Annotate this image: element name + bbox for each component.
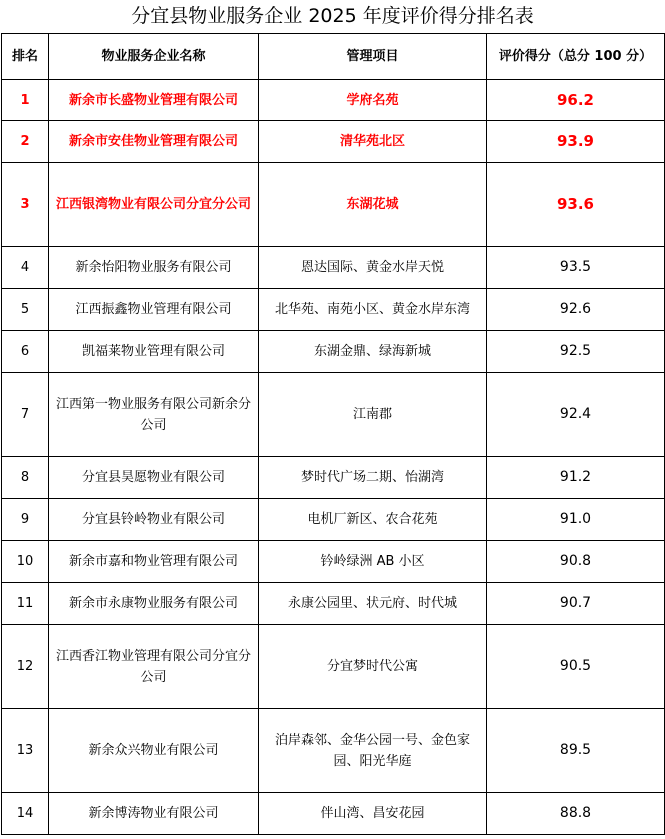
table-row bbox=[2, 541, 665, 583]
page-title: 分宜县物业服务企业 2025 年度评价得分排名表 bbox=[131, 5, 534, 27]
score-cell: 96.2 bbox=[487, 80, 665, 121]
score-cell: 92.6 bbox=[487, 289, 665, 331]
table-row bbox=[2, 499, 665, 541]
company-cell: 江西银湾物业有限公司分宜分公司 bbox=[49, 163, 259, 247]
ranking-table bbox=[1, 33, 665, 835]
table-row bbox=[2, 247, 665, 289]
header-company: 物业服务企业名称 bbox=[49, 34, 259, 80]
table-row bbox=[2, 80, 665, 121]
score-cell: 92.4 bbox=[487, 373, 665, 457]
header-score: 评价得分（总分 100 分） bbox=[487, 34, 665, 80]
rank-cell: 13 bbox=[2, 709, 49, 793]
rank-cell: 2 bbox=[2, 121, 49, 163]
company-cell: 新余市永康物业服务有限公司 bbox=[49, 583, 259, 625]
project-cell: 恩达国际、黄金水岸天悦 bbox=[259, 247, 487, 289]
company-cell: 凯福莱物业管理有限公司 bbox=[49, 331, 259, 373]
rank-cell: 7 bbox=[2, 373, 49, 457]
company-cell: 新余博涛物业有限公司 bbox=[49, 793, 259, 835]
rank-cell: 12 bbox=[2, 625, 49, 709]
table-row bbox=[2, 121, 665, 163]
rank-cell: 4 bbox=[2, 247, 49, 289]
score-cell: 89.5 bbox=[487, 709, 665, 793]
header-project: 管理项目 bbox=[259, 34, 487, 80]
rank-cell: 9 bbox=[2, 499, 49, 541]
project-cell: 泊岸森邻、金华公园一号、金色家园、阳光华庭 bbox=[259, 709, 487, 793]
company-cell: 江西第一物业服务有限公司新余分公司 bbox=[49, 373, 259, 457]
company-cell: 新余市安佳物业管理有限公司 bbox=[49, 121, 259, 163]
table-row bbox=[2, 793, 665, 835]
score-cell: 90.7 bbox=[487, 583, 665, 625]
score-cell: 92.5 bbox=[487, 331, 665, 373]
score-cell: 93.9 bbox=[487, 121, 665, 163]
score-cell: 93.6 bbox=[487, 163, 665, 247]
project-cell: 北华苑、南苑小区、黄金水岸东湾 bbox=[259, 289, 487, 331]
company-cell: 新余怡阳物业服务有限公司 bbox=[49, 247, 259, 289]
project-cell: 清华苑北区 bbox=[259, 121, 487, 163]
table-row bbox=[2, 457, 665, 499]
rank-cell: 1 bbox=[2, 80, 49, 121]
table-row bbox=[2, 289, 665, 331]
header-row bbox=[2, 34, 665, 80]
rank-cell: 5 bbox=[2, 289, 49, 331]
score-cell: 88.8 bbox=[487, 793, 665, 835]
rank-cell: 6 bbox=[2, 331, 49, 373]
company-cell: 分宜县铃岭物业有限公司 bbox=[49, 499, 259, 541]
project-cell: 梦时代广场二期、怡湖湾 bbox=[259, 457, 487, 499]
table-row bbox=[2, 625, 665, 709]
table-row bbox=[2, 583, 665, 625]
score-cell: 91.0 bbox=[487, 499, 665, 541]
project-cell: 伴山湾、昌安花园 bbox=[259, 793, 487, 835]
project-cell: 钤岭绿洲 AB 小区 bbox=[259, 541, 487, 583]
project-cell: 东湖花城 bbox=[259, 163, 487, 247]
table-row bbox=[2, 163, 665, 247]
rank-cell: 11 bbox=[2, 583, 49, 625]
rank-cell: 8 bbox=[2, 457, 49, 499]
company-cell: 分宜县昊愿物业有限公司 bbox=[49, 457, 259, 499]
rank-cell: 10 bbox=[2, 541, 49, 583]
company-cell: 新余市嘉和物业管理有限公司 bbox=[49, 541, 259, 583]
score-cell: 93.5 bbox=[487, 247, 665, 289]
company-cell: 江西香江物业管理有限公司分宜分公司 bbox=[49, 625, 259, 709]
score-cell: 91.2 bbox=[487, 457, 665, 499]
score-cell: 90.8 bbox=[487, 541, 665, 583]
header-rank: 排名 bbox=[2, 34, 49, 80]
project-cell: 分宜梦时代公寓 bbox=[259, 625, 487, 709]
project-cell: 东湖金鼎、绿海新城 bbox=[259, 331, 487, 373]
project-cell: 江南郡 bbox=[259, 373, 487, 457]
company-cell: 新余市长盛物业管理有限公司 bbox=[49, 80, 259, 121]
table-row bbox=[2, 373, 665, 457]
company-cell: 江西振鑫物业管理有限公司 bbox=[49, 289, 259, 331]
project-cell: 电机厂新区、农合花苑 bbox=[259, 499, 487, 541]
project-cell: 学府名苑 bbox=[259, 80, 487, 121]
rank-cell: 3 bbox=[2, 163, 49, 247]
score-cell: 90.5 bbox=[487, 625, 665, 709]
company-cell: 新余众兴物业有限公司 bbox=[49, 709, 259, 793]
rank-cell: 14 bbox=[2, 793, 49, 835]
table-row bbox=[2, 331, 665, 373]
table-row bbox=[2, 709, 665, 793]
project-cell: 永康公园里、状元府、时代城 bbox=[259, 583, 487, 625]
